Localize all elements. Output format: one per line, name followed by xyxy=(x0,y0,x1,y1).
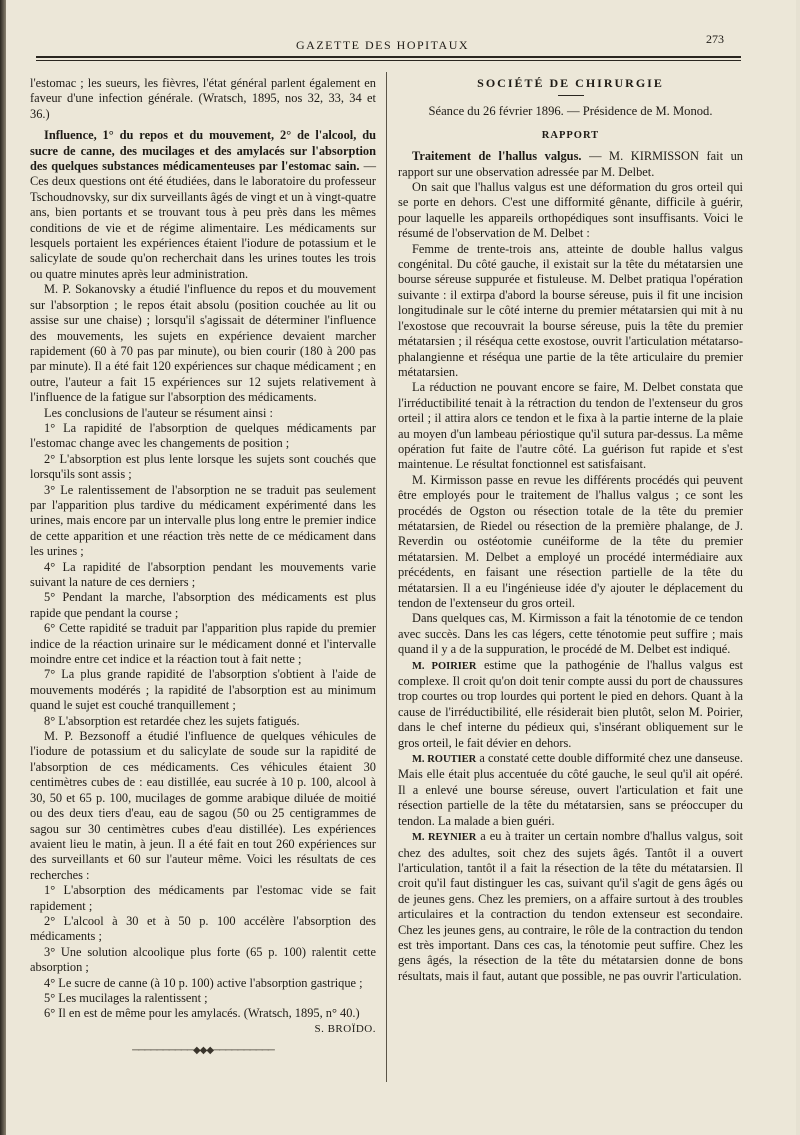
speaker-name: M. POIRIER xyxy=(412,660,477,672)
list-item: 4° La rapidité de l'absorption pendant les mouvements varie suivant la nature de ces derniers ; xyxy=(30,559,376,589)
column-divider xyxy=(386,72,387,1082)
list-item: 5° Pendant la marche, l'absorption des médicaments est plus rapide que pendant la course ; xyxy=(30,590,376,620)
end-ornament: ──────────◆◆◆────────── xyxy=(132,1045,274,1057)
list-item: 8° L'absorption est retardée chez les sujets fatigués. xyxy=(44,713,300,728)
paragraph: M. Kirmisson passe en revue les différents procédés qui peuvent être employés pour le traitement de l'hallus valgus ; ce sont les procédés de Ogston ou résection totale de la tête du premier métatarsien, de Riedel ou résection de la première phalange, de J. Reverdin ou ostéotomie cunéiforme de la tête du premier métatarsien. M. Delbet a employé un procédé intermédiaire aux précédents, en faisant une résection partielle de la tête du métatarsien. Il a eu l'ingénieuse idée d'y ajouter le déplacement du tendon de l'extenseur du gros orteil. xyxy=(398,472,743,610)
speaker-name: M. REYNIER xyxy=(412,832,477,844)
author-signature: S. BROÏDO. xyxy=(314,1022,376,1035)
header-rule-thin xyxy=(36,60,741,61)
paragraph xyxy=(398,658,743,751)
paragraph xyxy=(398,829,743,984)
page-number: 273 xyxy=(706,32,724,46)
left-column xyxy=(30,76,376,1059)
list-item: 7° La plus grande rapidité de l'absorption s'obtient à l'aide de mouvements modérés ; la rapidité de l'absorption est au minimum quand le sujet est couché tranquillement ; xyxy=(30,667,376,713)
list-item: 5° Les mucilages la ralentissent ; xyxy=(44,990,208,1005)
list-item: 2° L'alcool à 30 et à 50 p. 100 accélère l'absorption des médicaments ; xyxy=(30,913,376,944)
header-rule-thick xyxy=(36,56,741,58)
paragraph xyxy=(398,149,743,180)
paragraph xyxy=(30,128,376,282)
paragraph: M. P. Bezsonoff a étudié l'influence de quelques véhicules de l'iodure de potassium et du salicylate de soude sur la rapidité de l'absorption de ces médicaments. Ces véhicules étaient 30 centimètres cubes de : eau distillée, eau sucrée à 10 p. 100, alcool à 30, 50 et 65 p. 100, mucilages de gomme arabique diluée de moitié ou des deux tiers d'eau, eau de sagou (50 ou 25 centigrammes de sagou sur 30 centimètres cubes d'eau distillée). Les expériences avaient lieu le matin, à jeun. Il a été fait en tout 260 expériences sur des surveillants et 60 sur l'auteur même. Voici les résultats de ces recherches : xyxy=(30,729,376,882)
paragraph xyxy=(398,751,743,829)
article-heading: Influence, 1° du repos et du mouvement, 2° de l'alcool, du sucre de canne, des mucilages et des amylacés sur l'absorption des quelques substances médicamenteuses par l'estomac sain. xyxy=(30,128,376,174)
list-item: 6° Il en est de même pour les amylacés. (Wratsch, 1895, n° 40.) xyxy=(44,1006,360,1021)
paragraph-text: a eu à traiter un certain nombre d'hallus valgus, soit chez des adultes, soit chez des sujets âgés. Tantôt il a ouvert l'articulation, tantôt il a fait la résection de la tête du métatarsien. Il croit qu'il faut distinguer les cas, suivant qu'il s'agit de gens âgés ou de jeunes gens. Chez les premiers, on a affaire surtout à des troubles articulaires et la contraction du tendon extenseur est secondaire. Chez les jeunes gens, au contraire, le rôle de la contraction du tendon est très important. Dans ces cas, la ténotomie peut suffire. Chez les gens âgés, la résection de la tête du métatarsien donne de bons résultats, mais il faut, autant que possible, ne pas ouvrir l'articulation. xyxy=(398,829,743,983)
paragraph-text: — Ces deux questions ont été étudiées, dans le laboratoire du professeur Tschoudnovsky, sur dix surveillants âgés de vingt et un à vingt-quatre ans, bien portants et se trouvant tous à peu près dans les mêmes conditions de vie et de régime alimentaire. Les médicaments sur lesquels portaient les expériences étaient l'iodure de potassium et le salicylate de soude qu'on recherchait dans les urines toutes les trois ou quatre minutes après leur administration. xyxy=(30,159,376,281)
list-item: 6° Cette rapidité se traduit par l'apparition plus rapide du premier indice de la réaction urinaire sur le médicament donné et l'intervalle moindre entre cet indice et la réaction tout à fait nette ; xyxy=(30,621,376,667)
list-item: 3° Le ralentissement de l'absorption ne se traduit pas seulement par l'apparition plus tardive du médicament expérimenté dans les urines, mais encore par un intervalle plus long entre le premier indice de cette apparition et une réaction très nette de ce médicament dans les urines ; xyxy=(30,482,376,559)
paragraph: On sait que l'hallus valgus est une déformation du gros orteil qui se porte en dehors. C'est une difformité gênante, difficile à guérir, pour laquelle les appareils orthopédiques sont insuffisants. Voici le résumé de l'observation de M. Delbet : xyxy=(398,180,743,241)
paragraph: Dans quelques cas, M. Kirmisson a fait la ténotomie de ce tendon avec succès. Dans les cas légers, cette ténotomie peut suffire ; mais quand il y a de la suppuration, le procédé de M. Delbet est indiqué. xyxy=(398,611,743,657)
paragraph-text: estime que la pathogénie de l'hallus valgus est complexe. Il croit qu'on doit tenir compte aussi du port de chaussures trop courtes ou trop lourdes qui portent le pied en dehors. Quant à la cause de l'irréductibilité, elle résiderait bien plutôt, selon M. Poirier, dans le chef interne du pédieux qui, s'insérant obliquement sur le gros orteil, le fait dévier en dehors. xyxy=(398,657,743,750)
paragraph-text: a constaté cette double difformité chez une danseuse. Mais elle était plus accentuée du côté gauche, le seul qu'il ait opéré. Il a enlevé une bourse séreuse, ouvert l'articulation et fait une résection partielle de la tête du métatarsien, sans se préoccuper du tendon. La malade a bien guéri. xyxy=(398,751,743,828)
newspaper-page xyxy=(6,0,796,1135)
journal-title: GAZETTE DES HOPITAUX xyxy=(296,38,470,52)
paragraph: La réduction ne pouvant encore se faire, M. Delbet constata que l'irréductibilité tenait à la rétraction du tendon de l'extenseur du gros orteil ; il attira alors ce tendon et le fixa à la partie interne de la plaie au moyen d'un lambeau périostique qu'il sutura par-dessus. La même opération fut faite de l'autre côté. La guérison fut rapide et s'est maintenue. Le résultat fonctionnel est satisfaisant. xyxy=(398,380,743,472)
rapport-heading: RAPPORT xyxy=(541,129,600,141)
paragraph: M. P. Sokanovsky a étudié l'influence du repos et du mouvement sur l'absorption ; le repos était absolu (position couchée au lit ou assise sur une chaise) ; lorsqu'il s'agissait de déterminer l'influence des mouvements, les sujets en expérience devaient marcher rapidement (60 à 70 pas par minute), ou bien courir (180 à 200 pas par minute). Il a été fait 120 expériences sur chaque médicament ; en outre, l'auteur a fait 15 expériences sur 12 sujets relativement à l'influence de la fatigue sur l'absorption des médicaments. xyxy=(30,282,376,405)
list-item: 1° L'absorption des médicaments par l'estomac vide se fait rapidement ; xyxy=(30,883,376,913)
right-column xyxy=(398,76,743,984)
list-item: 1° La rapidité de l'absorption de quelques médicaments par l'estomac change avec les changements de position ; xyxy=(30,420,376,451)
section-title: SOCIÉTÉ DE CHIRURGIE xyxy=(477,76,664,90)
running-head xyxy=(6,32,796,56)
list-item: 2° L'absorption est plus lente lorsque les sujets sont couchés que lorsqu'ils sont assis ; xyxy=(30,451,376,482)
section-rule xyxy=(558,95,584,96)
session-line: Séance du 26 février 1896. — Présidence de M. Monod. xyxy=(428,104,713,119)
paragraph-text: — M. KIRMISSON fait un rapport sur une observation adressée par M. Delbet. xyxy=(398,149,743,179)
paragraph: Femme de trente-trois ans, atteinte de double hallus valgus congénital. Du côté gauche, il existait sur la tête du métatarsien une bourse séreuse suppurée et fistuleuse. M. Delbet pratiqua l'opération suivante : il extirpa d'abord la bourse séreuse, puis il fit une incision longitudinale sur le côté interne du premier métatarsien qui mit à nu l'exostose que recouvrait la bourse séreuse, puis la tête du premier métatarsien ; il réséqua cette exostose, ouvrit l'articulation métatarso-phalangienne et réséqua une partie de la tête articulaire du premier métatarsien. xyxy=(398,241,743,379)
paragraph: Les conclusions de l'auteur se résument ainsi : xyxy=(44,405,273,420)
list-item: 4° Le sucre de canne (à 10 p. 100) active l'absorption gastrique ; xyxy=(44,975,363,990)
article-heading: Traitement de l'hallus valgus. xyxy=(412,149,582,164)
paragraph: l'estomac ; les sueurs, les fièvres, l'état général parlent également en faveur d'une infection générale. (Wratsch, 1895, nos 32, 33, 34 et 36.) xyxy=(30,76,376,121)
list-item: 3° Une solution alcoolique plus forte (65 p. 100) ralentit cette absorption ; xyxy=(30,944,376,975)
speaker-name: M. ROUTIER xyxy=(412,754,477,766)
